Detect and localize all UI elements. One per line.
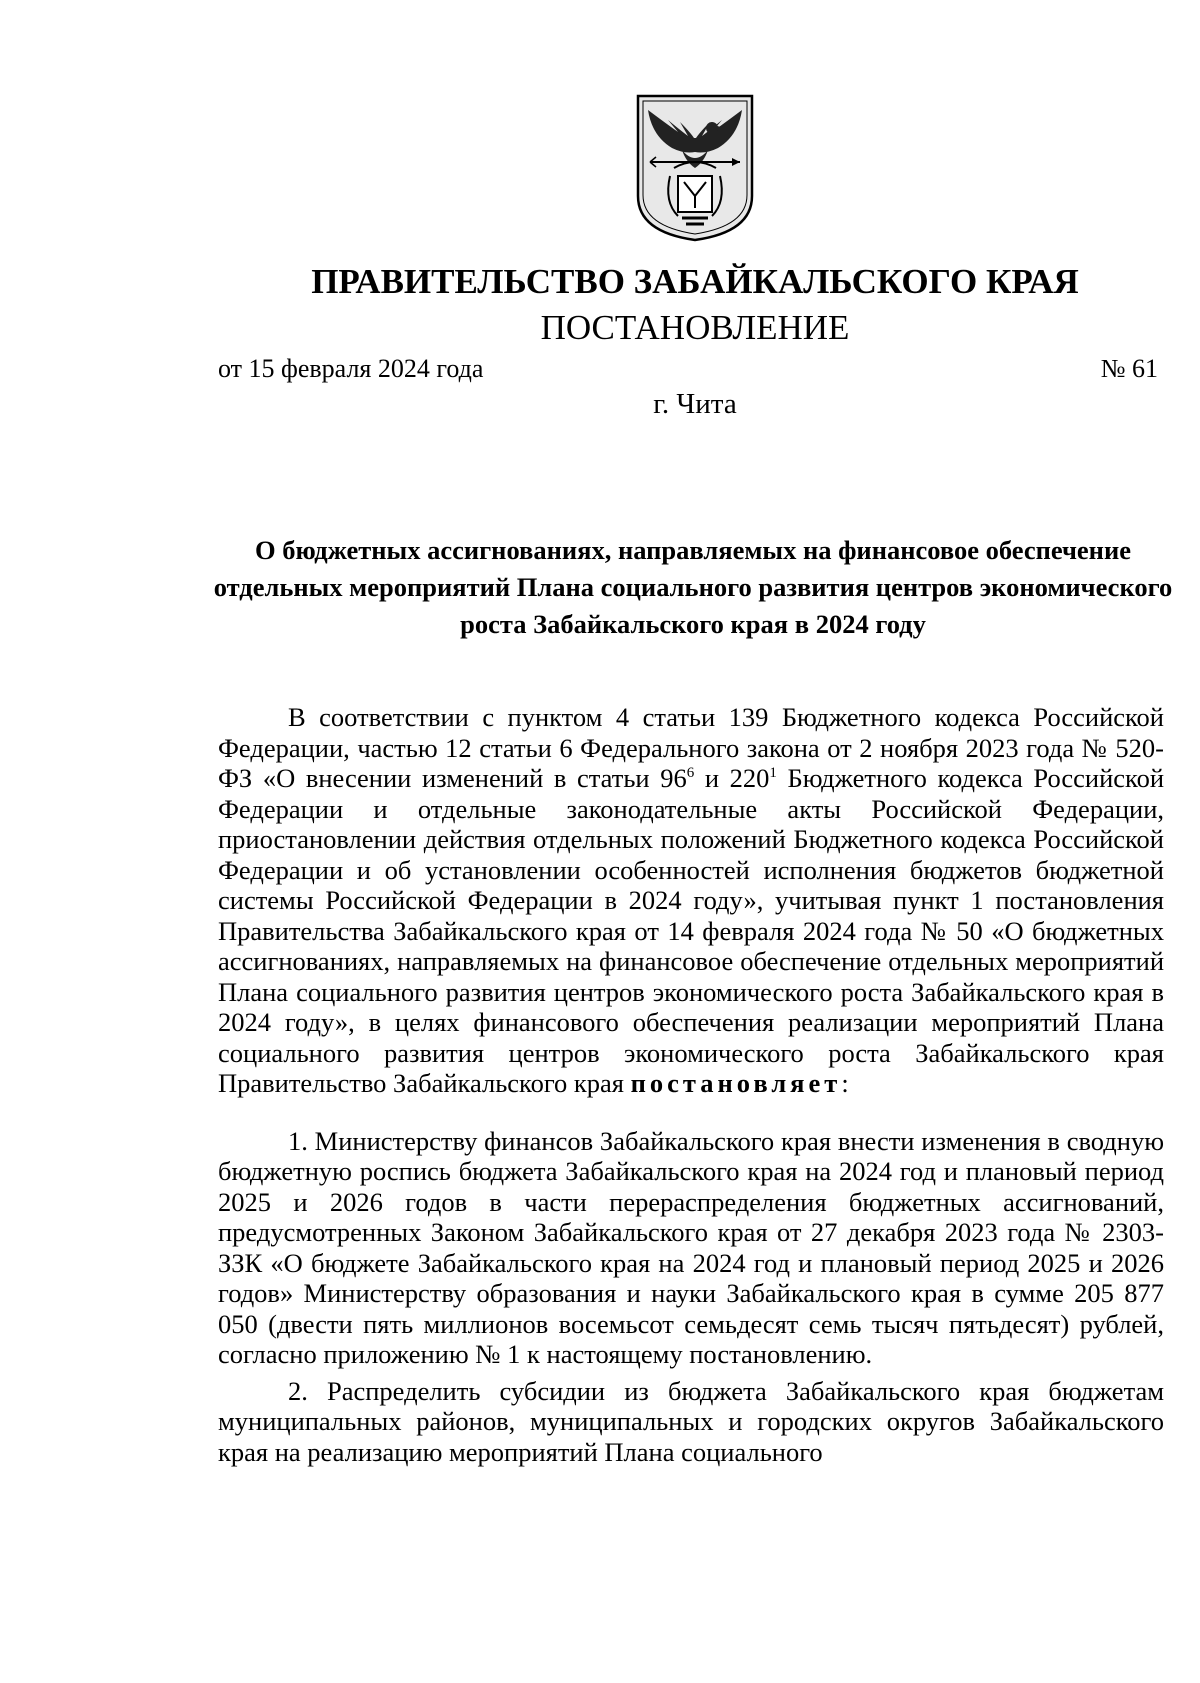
preamble-superscript-2: 1: [769, 765, 777, 781]
document-subject: О бюджетных ассигнованиях, направляемых на финансовое обеспечение отдельных мероприятий Плана социального развития центров экономического роста Забайкальского края в 2024 году: [213, 535, 1173, 639]
preamble-text-part1: В соответствии с пунктом 4 статьи 139 Бюджетного кодекса Российской Федерации, частью 12 статьи 6 Федерального закона от 2 ноября 2023 года № 520-ФЗ «О внесении изменений в статьи 96: [218, 702, 1164, 793]
preamble-text-part2: и 220: [694, 763, 770, 793]
item-paragraph-2: 2. Распределить субсидии из бюджета Забайкальского края бюджетам муниципальных районов, муниципальных и городских округов Забайкальского края на реализацию мероприятий Плана социального: [218, 1375, 1164, 1467]
document-date: от 15 февраля 2024 года: [218, 354, 484, 383]
preamble-superscript-1: 6: [686, 765, 695, 781]
document-type: ПОСТАНОВЛЕНИЕ: [540, 308, 850, 347]
coat-of-arms-emblem: [634, 92, 756, 242]
preamble-paragraph: [218, 702, 1164, 1099]
government-title: ПРАВИТЕЛЬСТВО ЗАБАЙКАЛЬСКОГО КРАЯ: [311, 262, 1079, 301]
document-number: № 61: [1100, 354, 1158, 383]
preamble-text-part3: Бюджетного кодекса Российской Федерации и отдельные законодательные акты Российской Федерации, приостановлении действия отдельных положений Бюджетного кодекса Российской Федерации и об установлении особенностей исполнения бюджетов бюджетной системы Российской Федерации в 2024 году», учитывая пункт 1 постановления Правительства Забайкальского края от 14 февраля 2024 года № 50 «О бюджетных ассигнованиях, направляемых на финансовое обеспечение отдельных мероприятий Плана социального развития центров экономического роста Забайкальского края в 2024 году», в целях финансового обеспечения реализации мероприятий Плана социального развития центров экономического роста Забайкальского края Правительство Забайкальского края: [218, 763, 1165, 1098]
document-body: [218, 702, 1164, 1467]
decree-colon: :: [841, 1068, 849, 1098]
item-paragraph-1: 1. Министерству финансов Забайкальского края внести изменения в сводную бюджетную роспись бюджета Забайкальского края на 2024 год и плановый период 2025 и 2026 годов в части перераспределения бюджетных ассигнований, предусмотренных Законом Забайкальского края от 27 декабря 2023 года № 2303-ЗЗК «О бюджете Забайкальского края на 2024 год и плановый период 2025 и 2026 годов» Министерству образования и науки Забайкальского края в сумме 205 877 050 (двести пять миллионов восемьсот семьдесят семь тысяч пятьдесят) рублей, согласно приложению № 1 к настоящему постановлению.: [218, 1125, 1164, 1369]
document-city: г. Чита: [653, 388, 737, 420]
decree-word: постановляет: [630, 1068, 842, 1098]
